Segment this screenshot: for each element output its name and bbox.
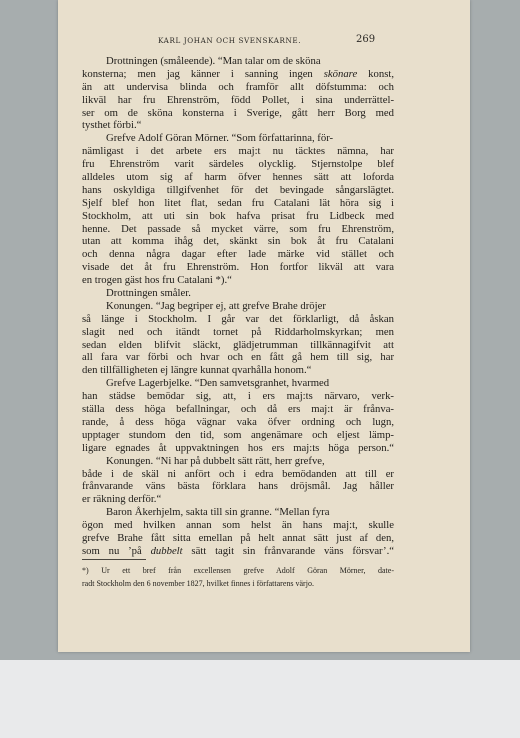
text-line: ögon med hvilken annan som helst än hans maj:t, skulle (82, 519, 394, 532)
emphasized-word: dubbelt (150, 544, 183, 557)
text-line: den tillfälligheten ej längre kunnat qvarhålla honom.“ (82, 364, 312, 377)
text-line: er räkning derför.“ (82, 493, 162, 506)
footnote (82, 566, 394, 592)
text-line: konsterna; men jag känner i sanning ingen skönare konst, (82, 67, 394, 80)
text-line: henne. Det passade så mycket värre, som fru Ehrenström, (82, 222, 394, 235)
text-line: visade det åt fru Ehrenström. Hon fortfor likväl att vara (82, 261, 394, 274)
text-line: Konungen. “Ni har på dubbelt sätt rätt, herr grefve, (106, 454, 325, 467)
emphasized-word: skönare (323, 67, 358, 80)
page-number: 269 (356, 34, 376, 45)
text-line: ser om de sköna konsterna i Sverige, gått herr Borg med (82, 106, 394, 119)
text-line: som nu ’på dubbelt sätt tagit sin frånvarande väns försvar’.“ (82, 544, 394, 557)
text-line: fru Ehrenström varit särdeles olycklig. Stjernstolpe blef (82, 158, 394, 171)
text-line: grefve Brahe fått sitta emellan på helt annat sätt just af den, (82, 531, 394, 544)
text-line: sedan elden blifvit släckt, glädjetrumman tillkännagifvit att (82, 338, 394, 351)
text-line: en trogen gäst hos fru Catalani *).“ (82, 274, 232, 287)
text-line: Baron Åkerhjelm, sakta till sin granne. “Mellan fyra (106, 506, 330, 519)
text-line: rande, å dess höga vägnar vaka öfver ordning och lugn, (82, 415, 394, 428)
body-text (82, 55, 394, 558)
book-page (58, 0, 470, 652)
footnote-line: *) Ur ett bref från excellensen grefve Adolf Göran Mörner, date- (82, 566, 394, 575)
text-line: frånvarande väns bästa förklara hans dröjsmål. Jag håller (82, 480, 394, 493)
text-line: hans oskyldiga tillgifvenhet för det bevingade sångarslägtet. (82, 183, 394, 196)
footnote-rule (82, 559, 146, 560)
text-line: han städse bemödar sig, att, i ers maj:ts närvaro, verk- (82, 390, 394, 403)
text-line: så länge i Stockholm. I går var det förklarligt, då åskan (82, 312, 394, 325)
text-line: all fara var förbi och hvar och en fått gå hem till sig, har (82, 351, 394, 364)
text-line: nämligast i det arbete ers maj:t nu täcktes nämna, har (82, 145, 394, 158)
running-title: KARL JOHAN OCH SVENSKARNE. (158, 36, 302, 45)
text-line: tysthet förbi.“ (82, 119, 142, 132)
text-line: utan att komma ihåg det, skänkt sin bok åt fru Catalani (82, 235, 394, 248)
text-line: ligare egnades åt uppvaktningen hos ers maj:ts höga person.“ (82, 441, 394, 454)
text-line: Sjelf blef hon litet flat, sedan fru Catalani lät höra sig i (82, 196, 394, 209)
text-line: ställa dess höga befallningar, och då ers maj:t är frånva- (82, 403, 394, 416)
footnote-line: radt Stockholm den 6 november 1827, hvilket finnes i författarens värjo. (82, 578, 314, 588)
text-line: Konungen. “Jag begriper ej, att grefve Brahe dröjer (106, 299, 326, 312)
text-line: både i de skäl ni anfört och i edra bemödanden att till er (82, 467, 394, 480)
text-line: Stockholm, att uti sin bok hafva prisat fru Lidbeck med (82, 209, 394, 222)
text-line: Grefve Adolf Göran Mörner. “Som författarinna, för- (106, 132, 334, 145)
text-line: och denna några dagar efter lade märke vid stället och (82, 248, 394, 261)
text-line: Grefve Lagerbjelke. “Den samvetsgranhet, hvarmed (106, 377, 330, 390)
background-strip (0, 660, 520, 738)
text-line: än att undervisa blinda och framför allt döfstumma: och (82, 80, 394, 93)
text-line: likväl har fru Ehrenström, född Pollet, i sina underrättel- (82, 93, 394, 106)
text-line: alldeles utom sig af harm öfver hennes sätt att loforda (82, 171, 394, 184)
text-line: slagit ned och itändt tornet på Riddarholmskyrkan; men (82, 325, 394, 338)
page-header (58, 34, 470, 48)
text-line: upptager stundom den tid, som angenämare och eljest lämp- (82, 428, 394, 441)
text-line: Drottningen (småleende). “Man talar om de sköna (106, 55, 321, 67)
text-line: Drottningen småler. (106, 287, 191, 300)
